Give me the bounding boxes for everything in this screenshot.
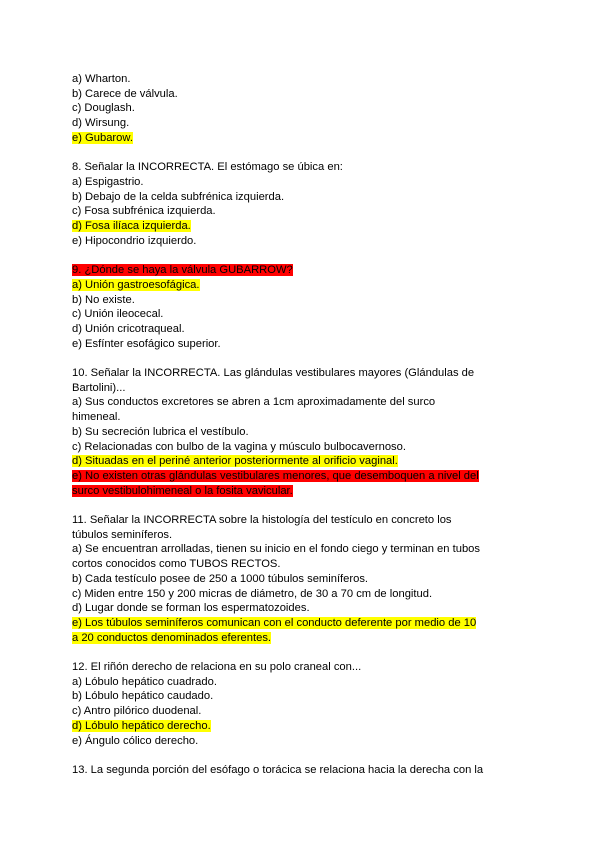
q8-option-c: c) Fosa subfrénica izquierda. — [72, 205, 216, 218]
q8-question: 8. Señalar la INCORRECTA. El estómago se úbica en: — [72, 161, 343, 174]
q9-option-e: e) Esfínter esofágico superior. — [72, 337, 221, 350]
q9-option-c: c) Unión ileocecal. — [72, 308, 164, 321]
question-12 — [72, 660, 486, 748]
q10-option-b: b) Su secreción lubrica el vestíbulo. — [72, 425, 249, 438]
q10-question-line-2: Bartolini)... — [72, 381, 126, 394]
question-13 — [72, 763, 486, 778]
q9-correct-answer: a) Unión gastroesofágica. — [72, 278, 200, 291]
q9-question: 9. ¿Dónde se haya la válvula GUBARROW? — [72, 264, 293, 277]
q12-correct-answer: d) Lóbulo hepático derecho. — [72, 719, 211, 732]
q10-option-c: c) Relacionadas con bulbo de la vagina y músculo bulbocavernoso. — [72, 440, 406, 453]
q9-option-b: b) No existe. — [72, 293, 135, 306]
q12-option-e: e) Ángulo cólico derecho. — [72, 734, 199, 747]
q7-correct-answer: e) Gubarow. — [72, 131, 133, 144]
q11-correct-answer-line-1: e) Los túbulos seminíferos comunican con el conducto deferente por medio de 10 — [72, 616, 477, 629]
q11-option-b: b) Cada testículo posee de 250 a 1000 túbulos seminíferos. — [72, 572, 369, 585]
q10-marked-option-line-2: surco vestibulohimeneal o la fosita vavicular. — [72, 484, 293, 497]
question-8 — [72, 160, 486, 248]
q11-correct-answer-line-2: a 20 conductos denominados eferentes. — [72, 631, 272, 644]
q8-correct-answer: d) Fosa ilíaca izquierda. — [72, 220, 191, 233]
q7-option-c: c) Douglash. — [72, 102, 135, 115]
q11-question-line-1: 11. Señalar la INCORRECTA sobre la histología del testículo en concreto los — [72, 514, 452, 527]
q12-option-b: b) Lóbulo hepático caudado. — [72, 690, 214, 703]
q8-option-b: b) Debajo de la celda subfrénica izquierda. — [72, 190, 285, 203]
question-7-options — [72, 72, 486, 146]
question-10 — [72, 366, 486, 498]
q12-option-a: a) Lóbulo hepático cuadrado. — [72, 675, 217, 688]
q11-question-line-2: túbulos seminíferos. — [72, 528, 173, 541]
q10-correct-answer: d) Situadas en el periné anterior posteriormente al orificio vaginal. — [72, 455, 398, 468]
q12-option-c: c) Antro pilórico duodenal. — [72, 705, 202, 718]
q12-question: 12. El riñón derecho de relaciona en su polo craneal con... — [72, 661, 362, 674]
q10-question-line-1: 10. Señalar la INCORRECTA. Las glándulas vestibulares mayores (Glándulas de — [72, 367, 475, 380]
document-body — [72, 72, 486, 778]
q13-question: 13. La segunda porción del esófago o torácica se relaciona hacia la derecha con la — [72, 763, 484, 776]
q8-option-e: e) Hipocondrio izquierdo. — [72, 234, 197, 247]
q11-option-a-line-1: a) Se encuentran arrolladas, tienen su inicio en el fondo ciego y terminan en tubos — [72, 543, 480, 556]
q9-option-d: d) Unión cricotraqueal. — [72, 322, 185, 335]
q10-option-a-line-1: a) Sus conductos excretores se abren a 1cm aproximadamente del surco — [72, 396, 436, 409]
q10-option-a-line-2: himeneal. — [72, 411, 121, 424]
q10-marked-option-line-1: e) No existen otras glándulas vestibulares menores, que desemboquen a nivel del — [72, 469, 479, 482]
q7-option-a: a) Wharton. — [72, 73, 131, 85]
q8-option-a: a) Espigastrio. — [72, 175, 144, 188]
q7-option-d: d) Wirsung. — [72, 117, 130, 130]
q11-option-d: d) Lugar donde se forman los espermatozoides. — [72, 602, 310, 615]
q7-option-b: b) Carece de válvula. — [72, 87, 178, 100]
q11-option-c: c) Miden entre 150 y 200 micras de diámetro, de 30 a 70 cm de longitud. — [72, 587, 433, 600]
q11-option-a-line-2: cortos conocidos como TUBOS RECTOS. — [72, 558, 281, 571]
question-11 — [72, 513, 486, 645]
question-9 — [72, 263, 486, 351]
